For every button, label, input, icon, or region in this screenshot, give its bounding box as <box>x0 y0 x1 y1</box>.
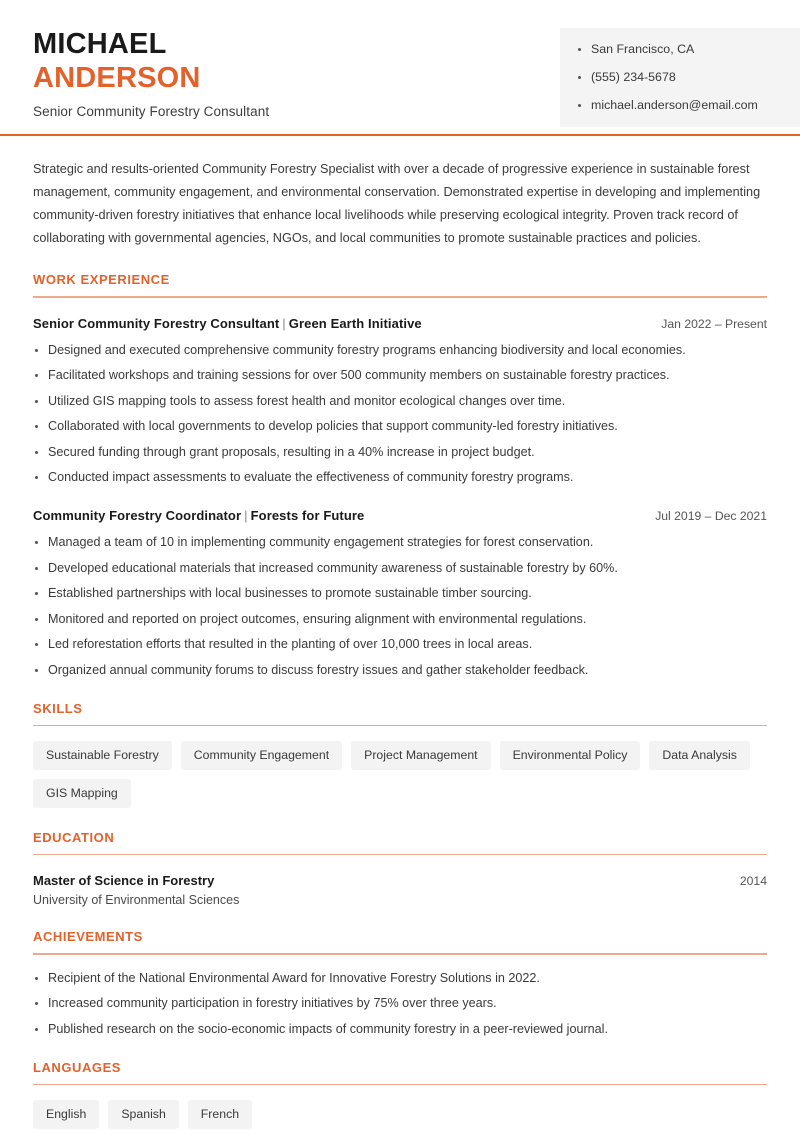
experience-date-range: Jan 2022 – Present <box>661 316 767 331</box>
section-languages <box>33 1060 767 1129</box>
experience-entry <box>33 316 767 487</box>
section-divider <box>33 725 767 727</box>
skill-chip: Data Analysis <box>649 741 750 770</box>
contact-info-panel <box>560 28 800 127</box>
skill-chip: Sustainable Forestry <box>33 741 172 770</box>
skill-chip: Project Management <box>351 741 490 770</box>
experience-bullet: Designed and executed comprehensive community forestry programs enhancing biodiversity and local economies. <box>33 342 767 359</box>
experience-company: Green Earth Initiative <box>288 315 422 331</box>
experience-entry <box>33 508 767 679</box>
experience-bullet: Collaborated with local governments to develop policies that support community-led forestry initiatives. <box>33 418 767 435</box>
resume-header <box>0 0 800 136</box>
education-institution: University of Environmental Sciences <box>33 893 240 908</box>
experience-bullet: Utilized GIS mapping tools to assess forest health and monitor ecological changes over time. <box>33 393 767 410</box>
section-divider <box>33 953 767 955</box>
achievement-item: Published research on the socio-economic impacts of community forestry in a peer-reviewed journal. <box>33 1021 767 1038</box>
contact-location-text: San Francisco, CA <box>591 42 695 56</box>
achievement-item: Recipient of the National Environmental Award for Innovative Forestry Solutions in 2022. <box>33 970 767 987</box>
language-chip: French <box>188 1100 252 1129</box>
skill-chip: Environmental Policy <box>500 741 641 770</box>
experience-entry-header <box>33 508 767 523</box>
skills-chip-list <box>33 741 767 808</box>
contact-phone <box>578 70 800 85</box>
language-chip: English <box>33 1100 99 1129</box>
section-education <box>33 830 767 908</box>
experience-separator: | <box>244 508 248 524</box>
experience-separator: | <box>282 315 286 331</box>
experience-bullet: Facilitated workshops and training sessions for over 500 community members on sustainable forestry practices. <box>33 367 767 384</box>
contact-location <box>578 42 800 57</box>
experience-bullet-list <box>33 534 767 679</box>
experience-entry-header <box>33 316 767 331</box>
section-divider <box>33 854 767 856</box>
experience-bullet: Organized annual community forums to discuss forestry issues and gather stakeholder feedback. <box>33 662 767 679</box>
achievements-list <box>33 970 767 1038</box>
languages-chip-list <box>33 1100 767 1129</box>
section-title-work-experience: WORK EXPERIENCE <box>33 272 170 288</box>
education-entry <box>33 873 767 907</box>
contact-phone-text: (555) 234-5678 <box>591 69 676 84</box>
experience-bullet: Managed a team of 10 in implementing community engagement strategies for forest conservation. <box>33 534 767 551</box>
experience-title-line <box>33 316 422 331</box>
resume-body <box>0 158 800 1129</box>
professional-title: Senior Community Forestry Consultant <box>33 104 270 120</box>
skill-chip: Community Engagement <box>181 741 342 770</box>
education-year: 2014 <box>739 874 767 889</box>
section-skills <box>33 701 767 808</box>
experience-bullet: Established partnerships with local businesses to promote sustainable timber sourcing. <box>33 585 767 602</box>
section-divider <box>33 1084 767 1086</box>
header-divider <box>0 134 800 136</box>
language-chip: Spanish <box>108 1100 178 1129</box>
experience-role: Community Forestry Coordinator <box>33 508 242 524</box>
contact-list <box>578 42 800 113</box>
last-name: ANDERSON <box>33 61 201 94</box>
section-title-languages: LANGUAGES <box>33 1059 122 1075</box>
professional-summary: Strategic and results-oriented Community Forestry Specialist with over a decade of progressive experience in sustainable forest management, community engagement, and environmental conservation. Demonstrated expertise in developing and implementing community-driven forestry initiatives that enhance local livelihoods while preserving ecological integrity. Proven track record of collaborating with governmental agencies, NGOs, and local communities to promote sustainable practices and policies. <box>33 162 761 246</box>
contact-email-text: michael.anderson@email.com <box>591 97 758 112</box>
section-title-achievements: ACHIEVEMENTS <box>33 929 143 945</box>
first-name: MICHAEL <box>33 28 167 60</box>
section-work-experience <box>33 272 767 679</box>
skill-chip: GIS Mapping <box>33 779 131 808</box>
education-degree: Master of Science in Forestry <box>33 873 215 889</box>
section-title-skills: SKILLS <box>33 700 83 716</box>
section-divider <box>33 296 767 298</box>
identity-block <box>0 26 269 119</box>
section-title-education: EDUCATION <box>33 829 115 845</box>
experience-company: Forests for Future <box>250 508 365 524</box>
section-achievements <box>33 929 767 1038</box>
experience-bullet: Developed educational materials that increased community awareness of sustainable forestry by 60%. <box>33 560 767 577</box>
experience-date-range: Jul 2019 – Dec 2021 <box>655 509 767 524</box>
experience-title-line <box>33 508 364 523</box>
experience-bullet: Monitored and reported on project outcomes, ensuring alignment with environmental regulations. <box>33 611 767 628</box>
contact-email <box>578 98 800 113</box>
experience-bullet-list <box>33 342 767 487</box>
education-entry-header <box>33 873 767 888</box>
experience-bullet: Led reforestation efforts that resulted in the planting of over 10,000 trees in local areas. <box>33 636 767 653</box>
experience-role: Senior Community Forestry Consultant <box>33 315 280 331</box>
achievement-item: Increased community participation in forestry initiatives by 75% over three years. <box>33 995 767 1012</box>
experience-bullet: Secured funding through grant proposals, resulting in a 40% increase in project budget. <box>33 444 767 461</box>
experience-bullet: Conducted impact assessments to evaluate the effectiveness of community forestry programs. <box>33 469 767 486</box>
